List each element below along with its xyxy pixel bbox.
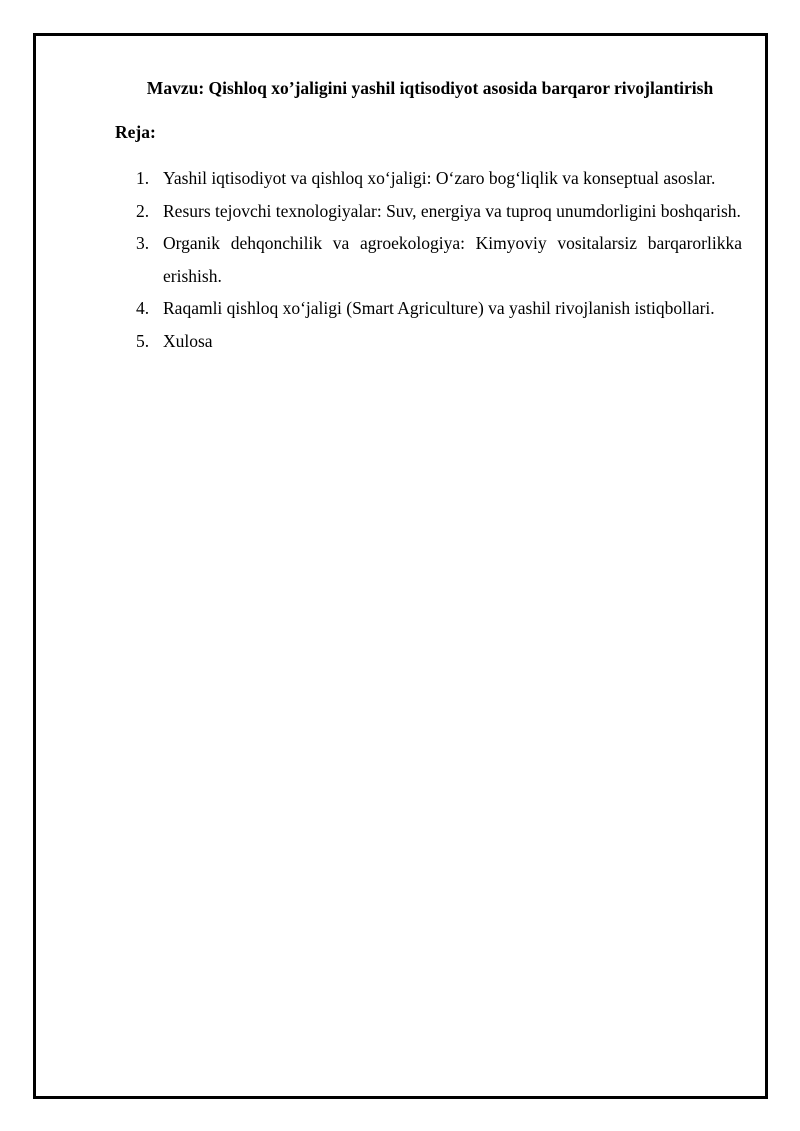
plan-item-text: Raqamli qishloq xo‘jaligi (Smart Agriculture) va yashil rivojlanish istiqbollari. xyxy=(163,298,715,318)
document-title: Mavzu: Qishloq xo’jaligini yashil iqtisodiyot asosida barqaror rivojlantirish xyxy=(146,78,714,98)
plan-item-number: 4. xyxy=(136,298,150,318)
plan-item-text: Resurs tejovchi texnologiyalar: Suv, energiya va tuproq unumdorligini boshqarish. xyxy=(163,200,741,221)
plan-item xyxy=(136,325,742,358)
plan-item xyxy=(136,292,742,325)
plan-item-text: Organik dehqonchilik va agroekologiya: Kimyoviy vositalarsiz barqarorlikka erishish. xyxy=(163,233,742,286)
plan-item-text: Xulosa xyxy=(163,330,213,351)
plan-item xyxy=(136,195,742,228)
plan-item xyxy=(136,162,742,195)
plan-item-text: Yashil iqtisodiyot va qishloq xo‘jaligi: O‘zaro bog‘liqlik va konseptual asoslar. xyxy=(163,168,716,188)
plan-item-number: 3. xyxy=(136,233,150,253)
plan-item-number: 1. xyxy=(136,168,150,188)
plan-item-number: 5. xyxy=(136,330,150,351)
plan-item xyxy=(136,227,742,292)
plan-item-number: 2. xyxy=(136,200,150,221)
plan-list xyxy=(136,162,742,357)
plan-heading: Reja: xyxy=(115,122,156,142)
